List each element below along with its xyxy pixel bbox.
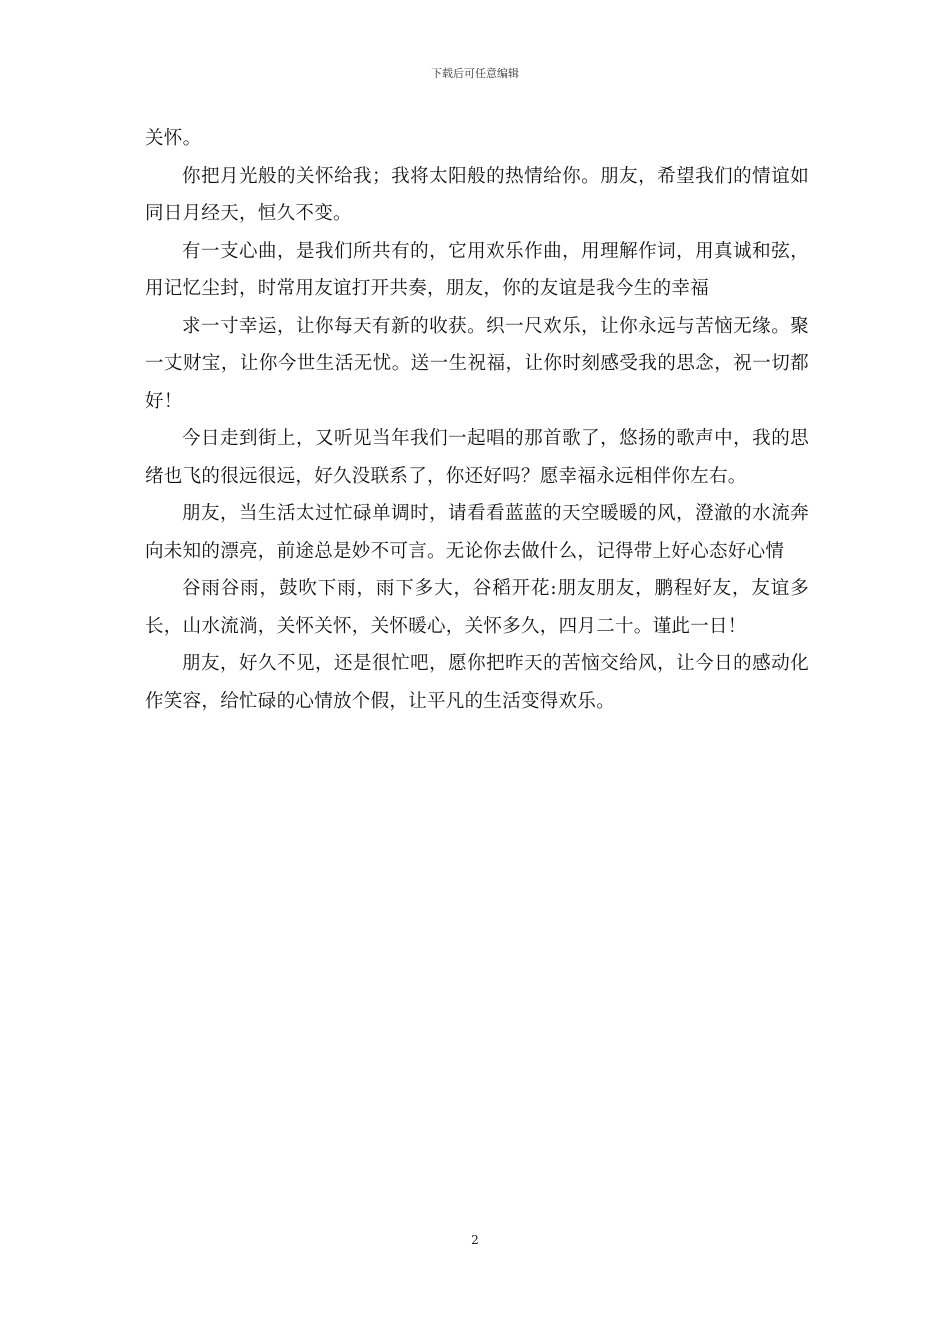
paragraph: 有一支心曲，是我们所共有的，它用欢乐作曲，用理解作词，用真诚和弦，用记忆尘封，时常用友谊打开共奏，朋友，你的友谊是我今生的幸福 <box>145 240 809 299</box>
page-header: 下载后可任意编辑 <box>431 67 519 80</box>
paragraph: 朋友，好久不见，还是很忙吧，愿你把昨天的苦恼交给风，让今日的感动化作笑容，给忙碌的心情放个假，让平凡的生活变得欢乐。 <box>145 653 809 712</box>
paragraph: 关怀。 <box>145 128 202 149</box>
page-number: 2 <box>471 1233 479 1247</box>
paragraph: 你把月光般的关怀给我；我将太阳般的热情给你。朋友，希望我们的情谊如同日月经天，恒久不变。 <box>145 165 809 224</box>
paragraph: 求一寸幸运，让你每天有新的收获。织一尺欢乐，让你永远与苦恼无缘。聚一丈财宝，让你今世生活无忧。送一生祝福，让你时刻感受我的思念，祝一切都好！ <box>145 315 809 412</box>
paragraph: 朋友，当生活太过忙碌单调时，请看看蓝蓝的天空暖暖的风，澄澈的水流奔向未知的漂亮，前途总是妙不可言。无论你去做什么，记得带上好心态好心情 <box>145 503 809 562</box>
paragraph: 谷雨谷雨，鼓吹下雨，雨下多大，谷稻开花:朋友朋友，鹏程好友，友谊多长，山水流淌，关怀关怀，关怀暖心，关怀多久，四月二十。谨此一日！ <box>145 578 809 637</box>
document-body <box>145 120 809 720</box>
paragraph: 今日走到街上，又听见当年我们一起唱的那首歌了，悠扬的歌声中，我的思绪也飞的很远很远，好久没联系了，你还好吗？愿幸福永远相伴你左右。 <box>145 428 809 487</box>
